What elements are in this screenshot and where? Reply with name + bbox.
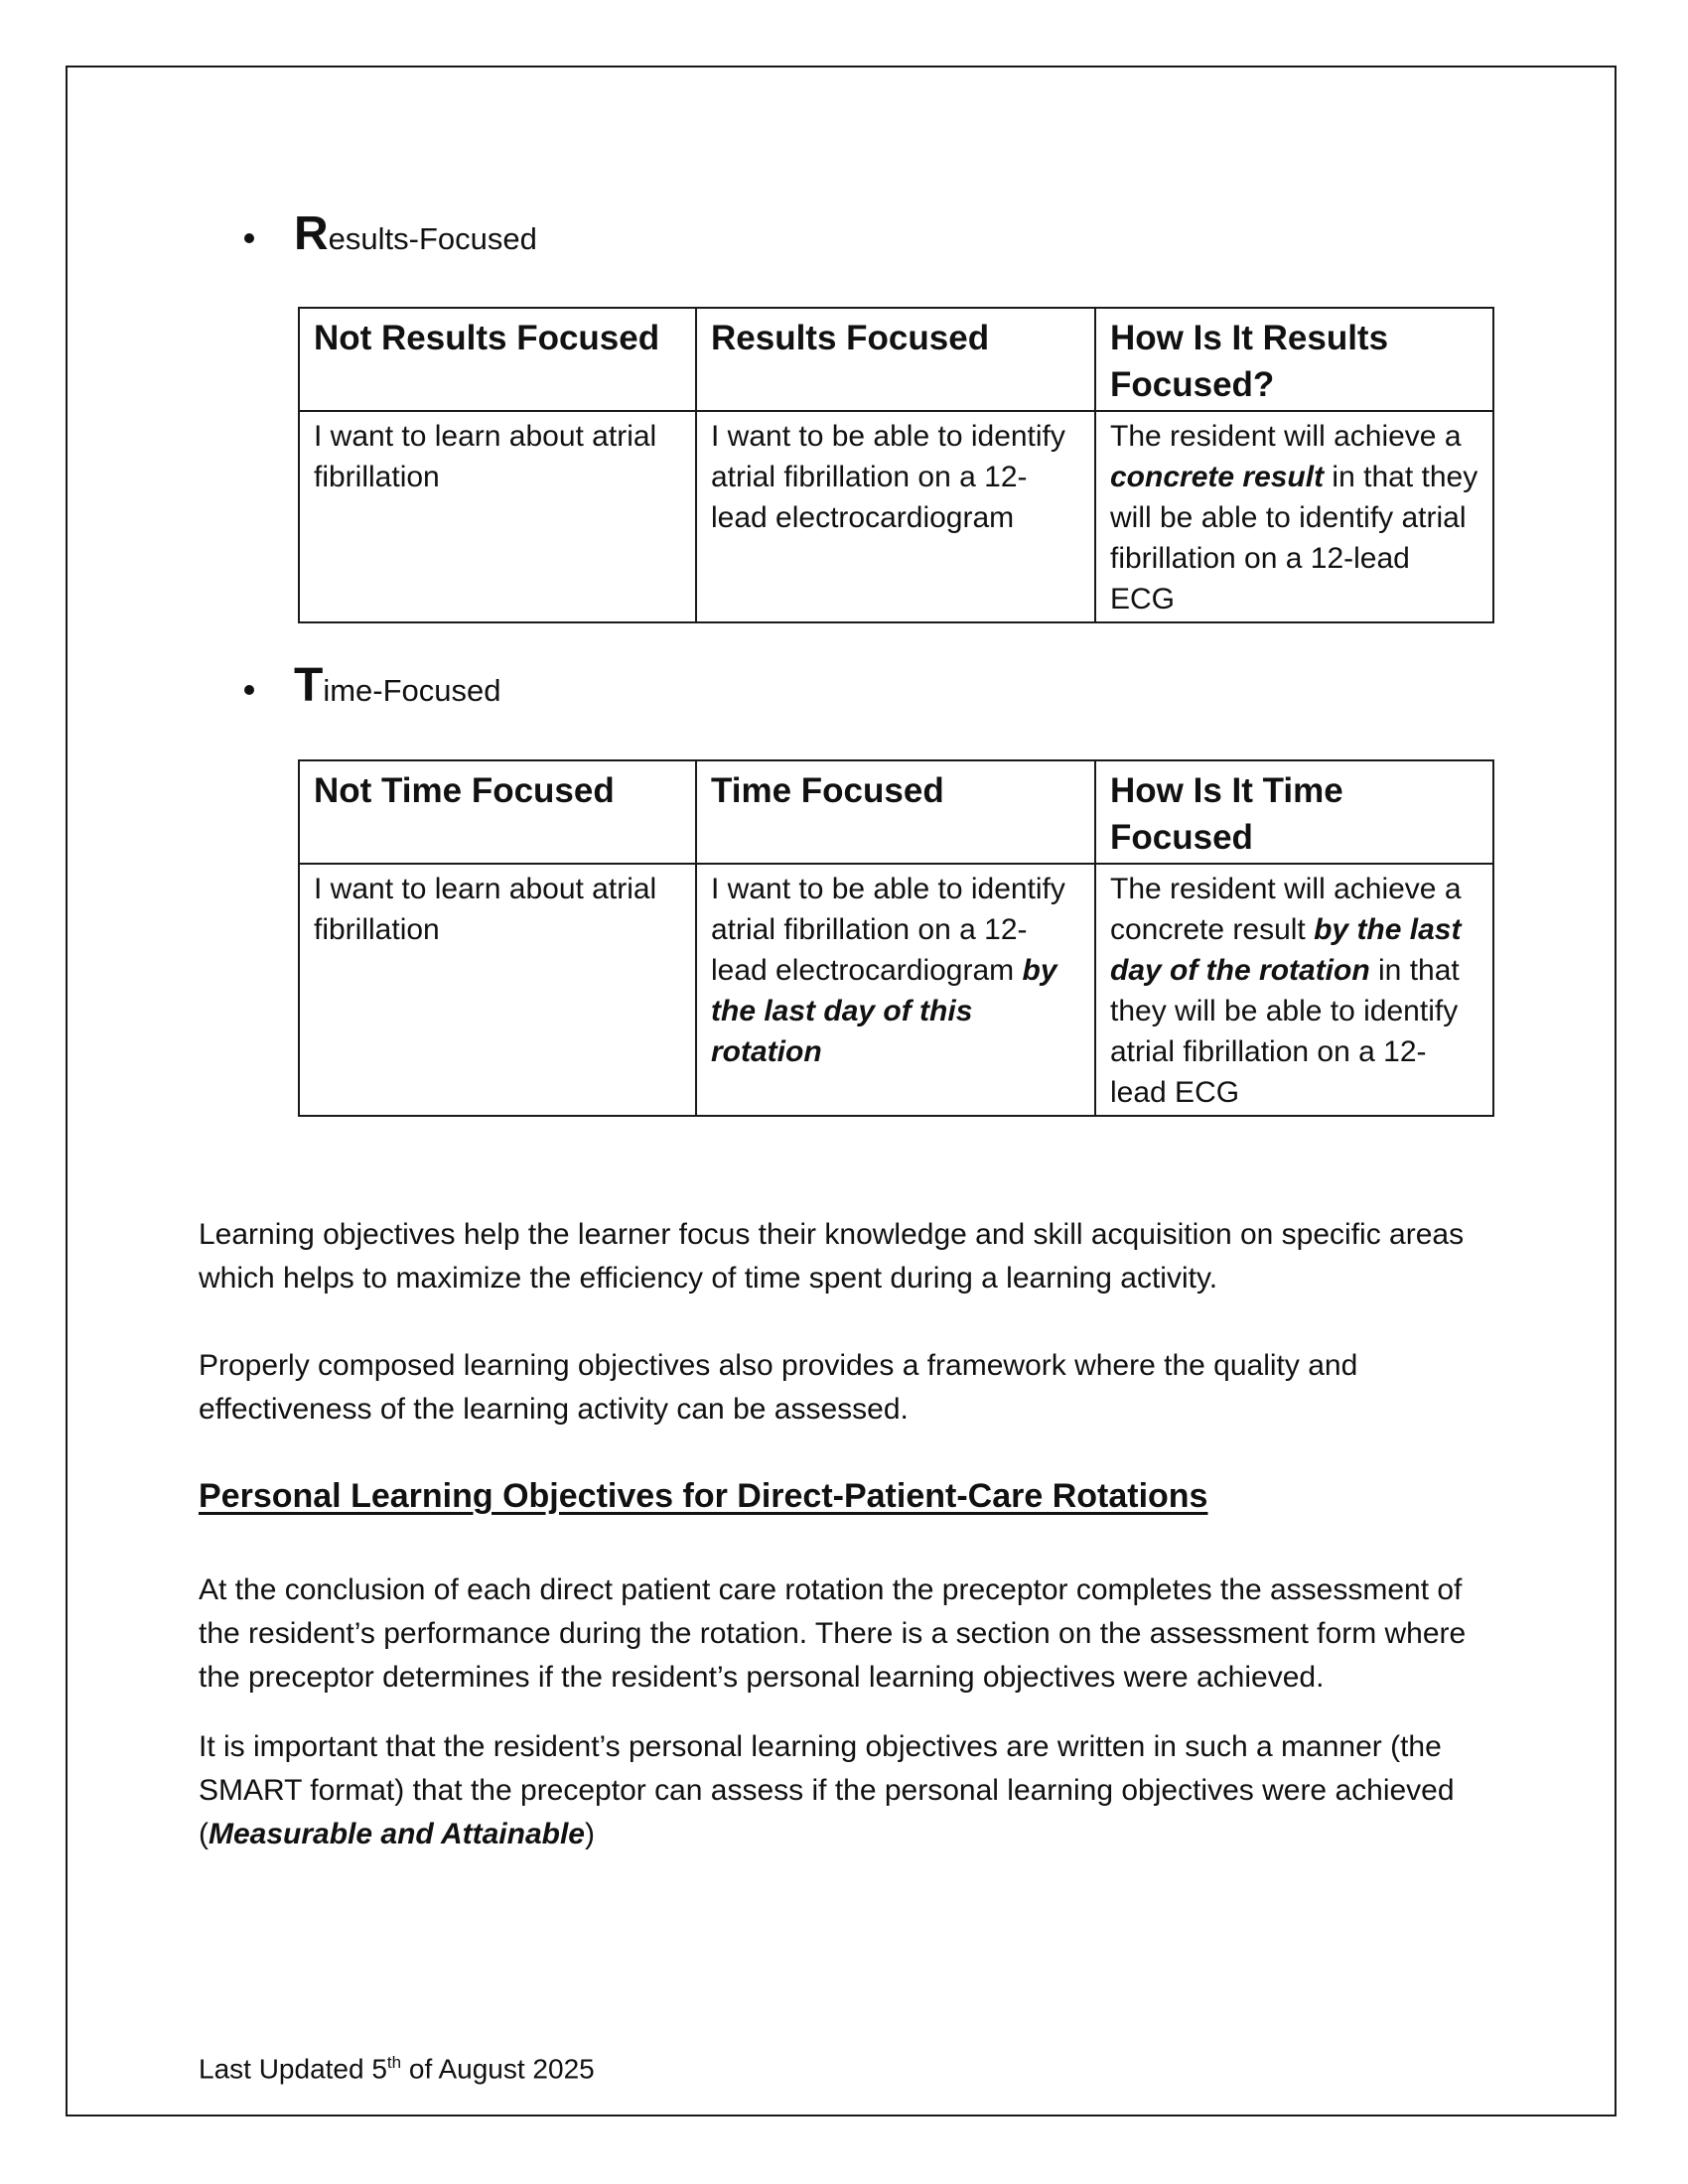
paragraph-text: ) [584,1818,595,1850]
table-row [299,411,1493,622]
cell-text: The resident will achieve a [1110,420,1462,453]
paragraph-assessment: At the conclusion of each direct patient care rotation the preceptor completes the assessment of the resident’s performance during the rotation. There is a section on the assessment form where the preceptor determines if the resident’s personal learning objectives were achieved. [199,1573,1467,1694]
results-focused-table [298,307,1494,623]
time-label: ime-Focused [323,673,501,708]
time-focused-bullet [244,658,501,713]
results-label: esults-Focused [328,221,537,256]
table-header: Not Time Focused [299,760,696,864]
emphasis-text: concrete result [1110,461,1325,493]
cell-text: The resident will achieve a concrete result [1110,873,1462,946]
table-header-row [299,308,1493,411]
paragraph-smart-format [199,1725,1499,1856]
table-cell [1095,411,1493,622]
table-cell: I want to learn about atrial fibrillation [299,864,696,1116]
footer-ordinal: th [386,2053,402,2072]
table-header: Time Focused [696,760,1095,864]
table-header: How Is It Time Focused [1095,760,1493,864]
emphasis-text: by the last day of this rotation [711,954,1057,1068]
results-letter: R [294,207,329,260]
cell-text: I want to be able to identify atrial fibrillation on a 12-lead electrocardiogram [711,873,1065,987]
emphasis-text: Measurable and Attainable [209,1818,585,1850]
table-cell: I want to learn about atrial fibrillation [299,411,696,622]
cell-text: in that they will be able to identify atrial fibrillation on a 12-lead ECG [1110,954,1460,1109]
paragraph-text: It is important that the resident’s personal learning objectives are written in such a manner (the SMART format) that the preceptor can assess if the personal learning objectives were achieved ( [199,1730,1455,1850]
cell-text: in that they will be able to identify atrial fibrillation on a 12-lead ECG [1110,461,1478,615]
table-row [299,864,1493,1116]
footer-text: Last Updated 5 [199,2053,387,2085]
footer-last-updated [199,2053,595,2085]
table-header: How Is It Results Focused? [1095,308,1493,411]
bullet-dot [244,233,254,243]
time-focused-table [298,759,1494,1117]
results-focused-bullet [244,206,537,261]
table-header: Not Results Focused [299,308,696,411]
bullet-dot [244,685,254,695]
table-header: Results Focused [696,308,1095,411]
table-header-row [299,760,1493,864]
paragraph-framework: Properly composed learning objectives also provides a framework where the quality and effectiveness of the learning activity can be assessed. [199,1349,1358,1426]
emphasis-text: by the last day of the rotation [1110,913,1462,987]
time-letter: T [294,659,324,712]
table-cell [696,864,1095,1116]
table-cell [1095,864,1493,1116]
paragraph-learning-objectives: Learning objectives help the learner focus their knowledge and skill acquisition on specific areas which helps to maximize the efficiency of time spent during a learning activity. [199,1218,1465,1295]
table-cell: I want to be able to identify atrial fibrillation on a 12-lead electrocardiogram [696,411,1095,622]
section-heading: Personal Learning Objectives for Direct-Patient-Care Rotations [199,1477,1208,1515]
footer-text: of August 2025 [401,2053,595,2085]
